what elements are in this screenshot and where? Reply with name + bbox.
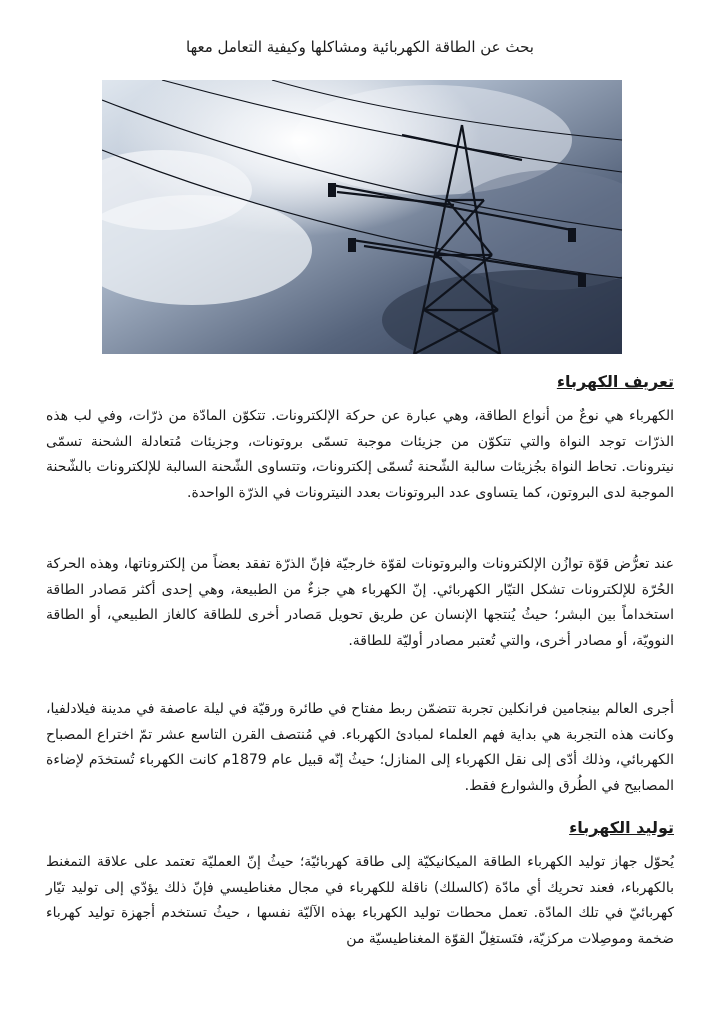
power-tower-photo: [102, 80, 622, 354]
paragraph: الكهرباء هي نوعٌ من أنواع الطاقة، وهي عبارة عن حركة الإلكترونات. تتكوّن المادّة من ذرّات، وفي لب هذه الذرّات توجد النواة والتي تتكوّن من جزيئات موجبة تسمّى بروتونات، وجزيئات مُتعادلة الشحنة تسمّى نيترونات. تحاط النواة بجُزيئات سالبة الشّحنة تُسمّى إلكترونات، وتتساوى الشّحنة السالبة للإلكترونات بالشّحنة الموجبة لدى البروتون، كما يتساوى عدد البروتونات بعدد النيترونات في الذرّة الواحدة.: [46, 408, 674, 501]
section-heading: تعريف الكهرباء: [556, 372, 674, 391]
section-electricity-definition: [46, 372, 674, 399]
paragraph: أجرى العالم بينجامين فرانكلين تجربة تتضمّن ربط مفتاح في طائرة ورقيّة في ليلة عاصفة في مدينة فيلادلفيا، وكانت هذه التجربة هي بداية فهم العلماء لمبادئ الكهرباء. في مُنتصف القرن التاسع عشر تمّ اختراع المصباح الكهربائي، وذلك أدّى إلى نقل الكهرباء إلى المنازل؛ حيثُ إنّه قبيل عام 1879م كانت الكهرباء تُستخدَم لإضاءة المصابيح في الطُرق والشوارع فقط.: [46, 701, 674, 794]
section-heading: توليد الكهرباء: [569, 818, 674, 837]
document-title: بحث عن الطاقة الكهربائية ومشاكلها وكيفية التعامل معها: [186, 38, 534, 56]
paragraph: عند تعرُّض قوّة توازُن الإلكترونات والبروتونات لقوّة خارجيّة فإنّ الذرّة تفقد بعضاً من إلكتروناتها، وهذه الحركة الحُرّة للإلكترونات تشكل التيّار الكهربائي. إنّ الكهرباء هي جزءٌ من الطبيعة، وهي إحدى أكثر مَصادر الطاقة استخداماً بين البشر؛ حيثُ يُنتجها الإنسان عن طريق تحويل مَصادر أخرى للطاقة كالغاز الطبيعي، أو الطاقة النوويّة، أو مصادر أخرى، والتي تُعتبر مصادر أوليّة للطاقة.: [46, 556, 674, 649]
section-electricity-generation: [46, 818, 674, 845]
power-transmission-tower-icon: [102, 80, 622, 354]
paragraph: يُحوّل جهاز توليد الكهرباء الطاقة الميكانيكيّة إلى طاقة كهربائيّة؛ حيثُ إنّ العمليّة تعتمد على علاقة التمغنط بالكهرباء، فعند تحريك أي مادّة (كالسلك) ناقلة للكهرباء في مجال مغناطيسي فإنّ ذلك يؤدّي إلى توليد تيّار كهربائيّ في تلك المادّة. تعمل محطات توليد الكهرباء بهذه الآليّة نفسها ، حيثُ تستخدم أجهزة توليد كهرباء ضخمة وموصِلات مركزيّة، فتَستغِلّ القوّة المغناطيسيّة من: [46, 854, 674, 947]
